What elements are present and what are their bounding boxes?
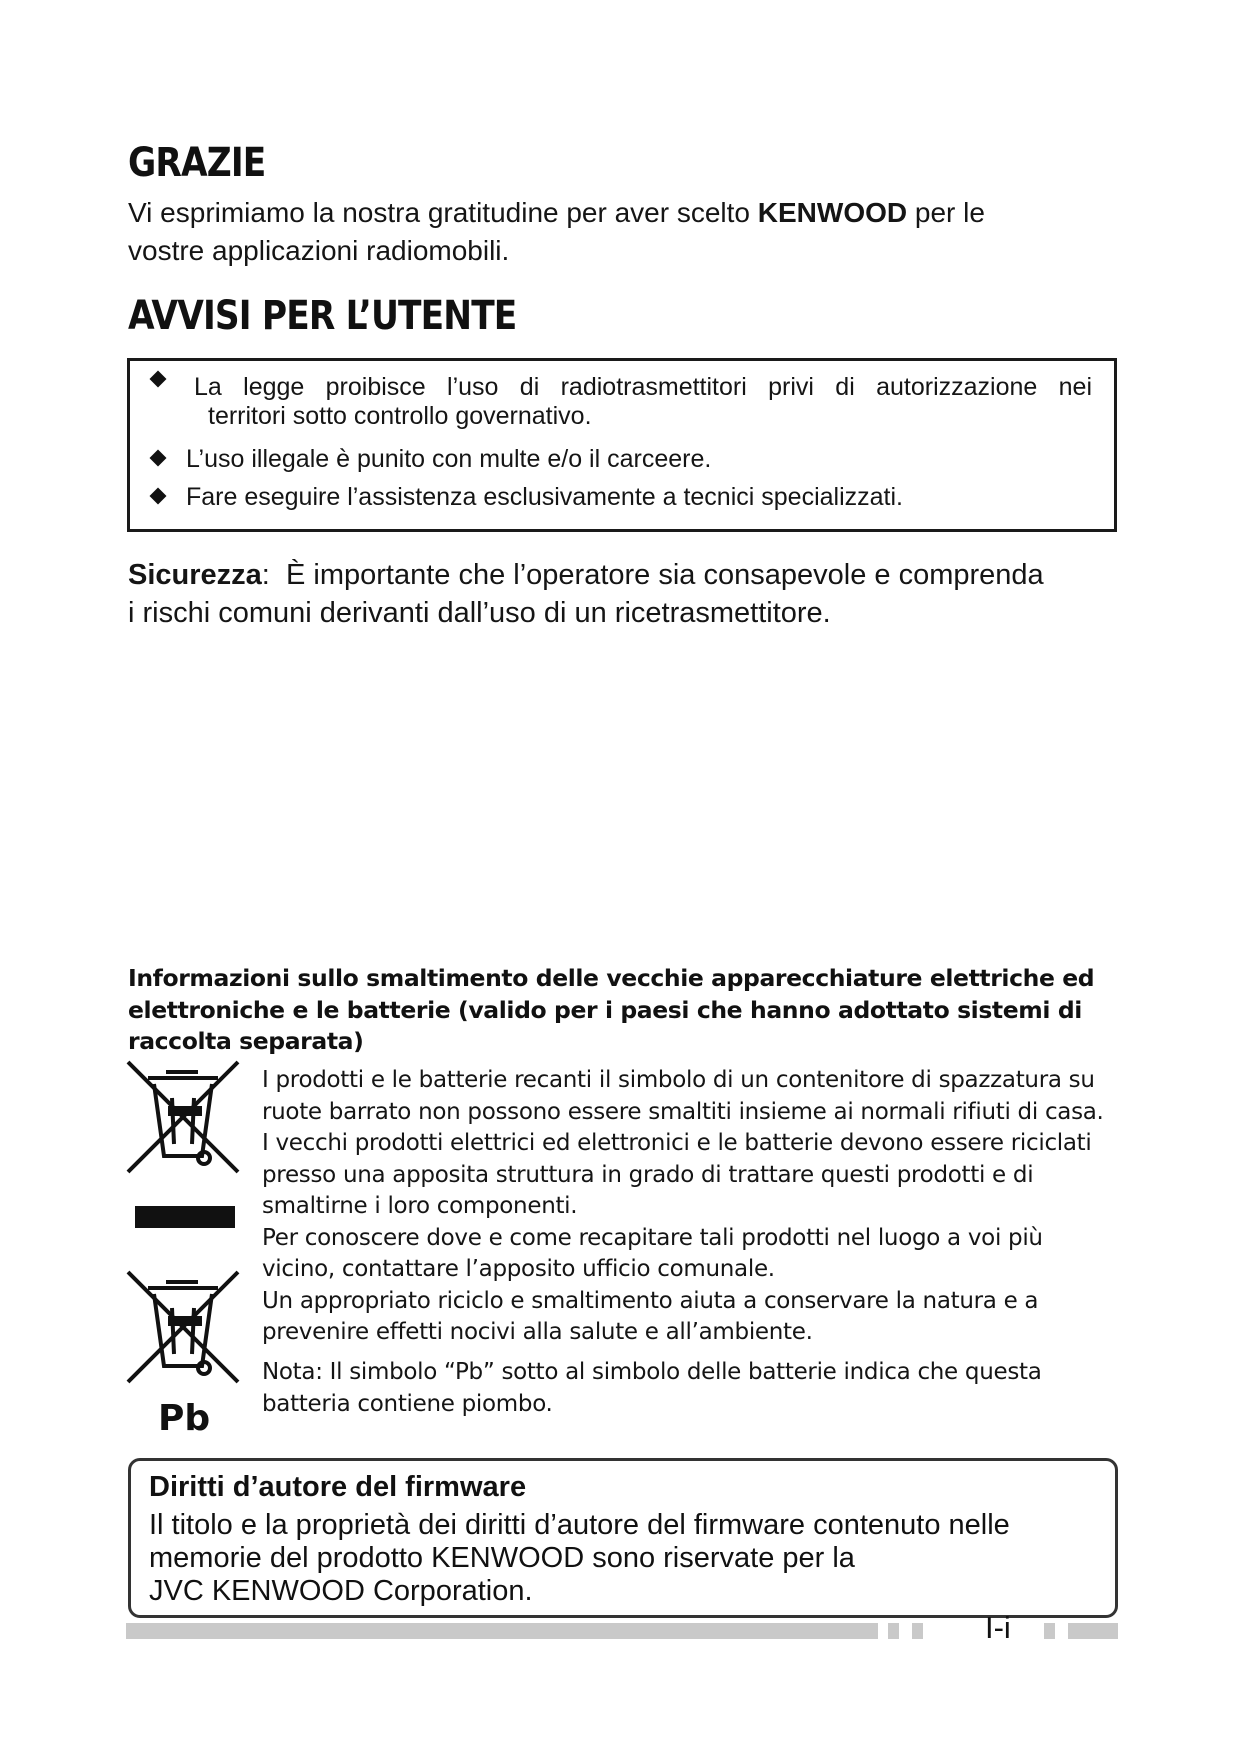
safety-line-1: Sicurezza: È importante che l’operatore sia consapevole e comprenda	[128, 559, 1044, 591]
notice-item-1: La legge proibisce l’uso di radiotrasmettitori privi di autorizzazione nei territori sotto controllo governativo.	[152, 373, 1092, 431]
safety-label: Sicurezza	[128, 559, 262, 591]
thanks-heading: GRAZIE	[128, 140, 266, 186]
safety-paragraph	[128, 556, 1044, 632]
footer-square	[888, 1623, 899, 1639]
firmware-text: Il titolo e la proprietà dei diritti d’autore del firmware contenuto nelle memorie del prodotto KENWOOD sono riservate per la JVC KENWOOD Corporation.	[149, 1509, 1010, 1607]
footer-bar-right	[1068, 1623, 1118, 1639]
notice-item-3: Fare eseguire l’assistenza esclusivamente a tecnici specializzati.	[152, 483, 903, 512]
firmware-box	[128, 1458, 1118, 1618]
footer-square	[1044, 1623, 1055, 1639]
pb-label: Pb	[158, 1398, 211, 1439]
page-number: I-i	[985, 1610, 1011, 1645]
disposal-body: I prodotti e le batterie recanti il simbolo di un contenitore di spazzatura su ruote barrato non possono essere smaltiti insieme ai normali rifiuti di casa. I vecchi prodotti elettrici ed elettronici e le batterie devono essere riciclati presso una apposita struttura in grado di trattare questi prodotti e di smaltirne i loro componenti. Per conoscere dove e come recapitare tali prodotti nel luogo a voi più vicino, contattare l’apposito ufficio comunale. Un appropriato riciclo e smaltimento aiuta a conservare la natura e a prevenire effetti nocivi alla salute e all’ambiente.	[262, 1067, 1104, 1345]
diamond-bullet-icon	[150, 488, 167, 505]
diamond-bullet-icon	[150, 450, 167, 467]
brand-name: KENWOOD	[757, 197, 908, 228]
crossed-bin-icon	[126, 1060, 246, 1245]
notice-item-2: L’uso illegale è punito con multe e/o il carceere.	[152, 445, 711, 474]
notices-heading: AVVISI PER L’UTENTE	[128, 293, 517, 339]
thanks-paragraph	[128, 194, 985, 270]
disposal-note: Nota: Il simbolo “Pb” sotto al simbolo delle batterie indica che questa batteria contiene piombo.	[262, 1359, 1042, 1417]
footer-bar-left	[126, 1623, 878, 1639]
footer-square	[912, 1623, 923, 1639]
notice-box	[127, 358, 1117, 532]
firmware-title: Diritti d’autore del firmware	[149, 1471, 527, 1503]
disposal-title: Informazioni sullo smaltimento delle vecchie apparecchiature elettriche ed elettroniche e le batterie (valido per i paesi che hanno adottato sistemi di raccolta separata)	[128, 964, 1095, 1055]
thanks-line-2: vostre applicazioni radiomobili.	[128, 235, 510, 266]
diamond-bullet-icon	[150, 371, 167, 388]
thanks-line-1: Vi esprimiamo la nostra gratitudine per aver scelto KENWOOD per le	[128, 197, 985, 228]
safety-line-2: i rischi comuni derivanti dall’uso di un ricetrasmettitore.	[128, 597, 831, 629]
